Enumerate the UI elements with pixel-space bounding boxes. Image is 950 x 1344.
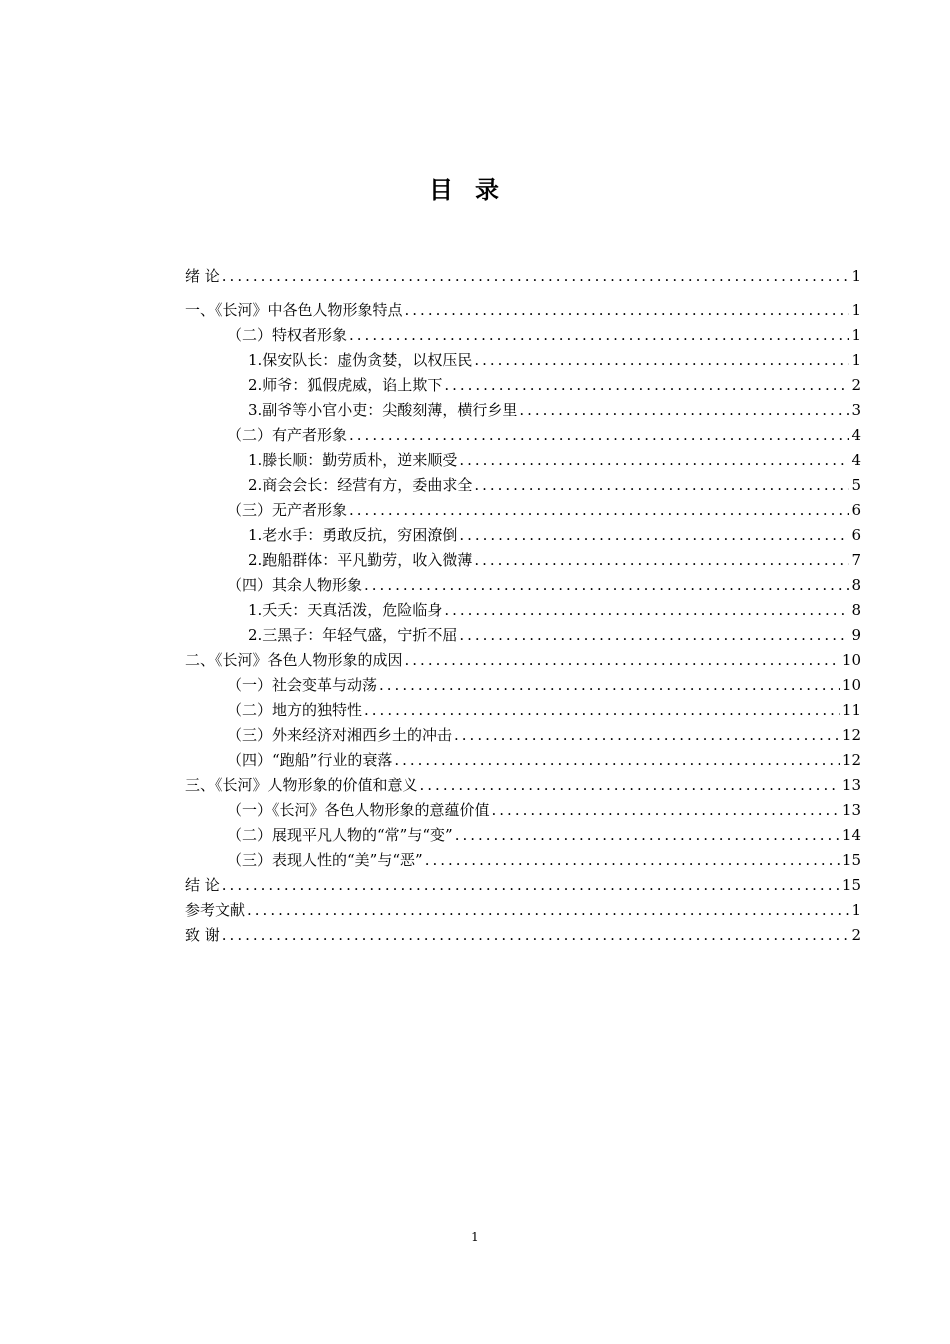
toc-entry[interactable] [185,648,861,673]
toc-entry[interactable] [185,264,861,289]
toc-entry-page: 14 [841,826,861,844]
toc-entry-page: 2 [851,926,861,944]
toc-entry[interactable] [185,798,861,823]
toc-entry-page: 13 [841,776,861,794]
toc-entry-label: 2.跑船群体：平凡勤劳，收入微薄 [248,551,473,569]
table-of-contents [185,264,861,948]
toc-entry-page: 5 [851,476,861,494]
toc-entry[interactable] [185,348,861,373]
toc-entry[interactable] [185,673,861,698]
toc-entry-page: 7 [851,551,861,569]
toc-entry-label: （二）地方的独特性 [227,701,363,719]
toc-entry-page: 3 [851,401,861,419]
toc-entry[interactable] [185,898,861,923]
toc-leader-dots [474,548,849,573]
toc-entry-label: 绪 论 [185,267,220,285]
toc-leader-dots [364,698,840,723]
toc-entry[interactable] [185,823,861,848]
toc-entry-page: 1 [851,301,861,319]
toc-leader-dots [405,298,849,323]
toc-entry-label: 3.副爷等小官小吏：尖酸刻薄，横行乡里 [248,401,518,419]
toc-leader-dots [222,873,840,898]
toc-leader-dots [364,573,849,598]
toc-entry[interactable] [185,473,861,498]
toc-entry[interactable] [185,523,861,548]
toc-entry[interactable] [185,873,861,898]
page-title: 目录 [429,176,521,204]
toc-leader-dots [454,723,840,748]
toc-entry-label: （三）表现人性的“美”与“恶” [227,851,423,869]
toc-leader-dots [405,648,840,673]
toc-entry-label: 致 谢 [185,926,220,944]
toc-leader-dots [474,348,849,373]
toc-entry-page: 1 [851,267,861,285]
toc-leader-dots [425,848,840,873]
toc-entry[interactable] [185,448,861,473]
toc-entry-page: 15 [841,851,861,869]
toc-entry[interactable] [185,573,861,598]
toc-entry[interactable] [185,773,861,798]
toc-entry[interactable] [185,698,861,723]
toc-entry-page: 12 [841,726,861,744]
toc-entry-page: 6 [851,501,861,519]
toc-entry-page: 8 [851,576,861,594]
toc-entry[interactable] [185,323,861,348]
toc-leader-dots [444,598,849,623]
toc-entry-label: 1.滕长顺：勤劳质朴，逆来顺受 [248,451,458,469]
toc-entry-label: 结 论 [185,876,220,894]
toc-entry-label: 2.商会会长：经营有方，委曲求全 [248,476,473,494]
toc-entry[interactable] [185,623,861,648]
toc-entry[interactable] [185,598,861,623]
toc-entry-page: 13 [841,801,861,819]
toc-entry-page: 1 [851,351,861,369]
toc-entry-page: 10 [841,676,861,694]
toc-entry-page: 1 [851,901,861,919]
toc-leader-dots [349,498,849,523]
toc-entry-page: 8 [851,601,861,619]
toc-leader-dots [519,398,849,423]
toc-entry-page: 9 [851,626,861,644]
toc-leader-dots [459,448,849,473]
toc-leader-dots [459,523,849,548]
toc-leader-dots [379,673,840,698]
toc-leader-dots [492,798,840,823]
toc-entry-label: （一）《长河》各色人物形象的意蕴价值 [227,801,490,819]
toc-leader-dots [222,264,849,289]
toc-entry-label: （四）其余人物形象 [227,576,363,594]
toc-entry-label: （一）社会变革与动荡 [227,676,378,694]
toc-entry-label: 1.夭夭：天真活泼，危险临身 [248,601,443,619]
toc-entry[interactable] [185,423,861,448]
toc-entry-page: 11 [841,701,861,719]
toc-leader-dots [349,423,849,448]
toc-leader-dots [349,323,849,348]
toc-entry[interactable] [185,298,861,323]
toc-entry-page: 4 [851,451,861,469]
toc-entry-label: 二、《长河》各色人物形象的成因 [185,651,403,669]
toc-entry[interactable] [185,398,861,423]
toc-entry[interactable] [185,848,861,873]
toc-leader-dots [394,748,840,773]
toc-entry-label: 一、《长河》中各色人物形象特点 [185,301,403,319]
toc-entry[interactable] [185,548,861,573]
toc-entry-label: 2.三黑子：年轻气盛，宁折不屈 [248,626,458,644]
toc-leader-dots [222,923,849,948]
toc-entry-label: 2.师爷：狐假虎威，谄上欺下 [248,376,443,394]
toc-entry-page: 4 [851,426,861,444]
toc-entry-page: 1 [851,326,861,344]
toc-entry[interactable] [185,723,861,748]
toc-entry-label: （三）外来经济对湘西乡土的冲击 [227,726,453,744]
toc-entry[interactable] [185,923,861,948]
toc-entry-label: （四）“跑船”行业的衰落 [227,751,393,769]
toc-entry-page: 10 [841,651,861,669]
toc-entry-label: 参考文献 [185,901,246,919]
toc-entry-label: （二）展现平凡人物的“常”与“变” [227,826,453,844]
toc-entry-page: 12 [841,751,861,769]
toc-entry-label: （三）无产者形象 [227,501,348,519]
toc-entry-label: （二）有产者形象 [227,426,348,444]
toc-leader-dots [420,773,840,798]
toc-entry[interactable] [185,748,861,773]
toc-entry-label: 1.保安队长：虚伪贪婪，以权压民 [248,351,473,369]
toc-entry[interactable] [185,373,861,398]
toc-entry[interactable] [185,498,861,523]
toc-leader-dots [459,623,849,648]
toc-entry-page: 15 [841,876,861,894]
toc-leader-dots [247,898,849,923]
toc-entry-label: 三、《长河》人物形象的价值和意义 [185,776,418,794]
page-number: 1 [471,1230,479,1244]
toc-leader-dots [455,823,840,848]
toc-leader-dots [474,473,849,498]
toc-entry-label: 1.老水手：勇敢反抗，穷困潦倒 [248,526,458,544]
toc-entry-page: 2 [851,376,861,394]
toc-entry-label: （二）特权者形象 [227,326,348,344]
toc-leader-dots [444,373,849,398]
toc-entry-page: 6 [851,526,861,544]
